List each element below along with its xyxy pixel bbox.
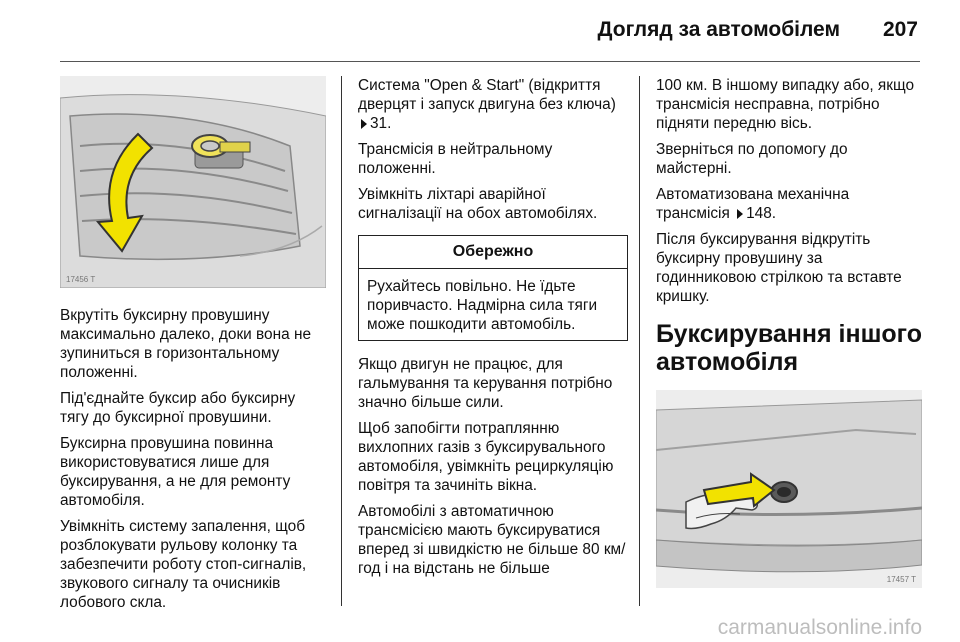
page-reference-icon: [361, 119, 367, 129]
paragraph-text: Автоматизована механічна трансмісія: [656, 186, 850, 222]
paragraph: Під'єднайте буксир або буксирну тягу до буксирної провушини.: [60, 390, 296, 426]
column-divider-2: [639, 76, 640, 606]
paragraph: Автомобілі з автоматичною трансмісією мають буксируватися вперед зі швидкістю не більше 80 км/год і на відстань не більше: [358, 503, 626, 577]
towing-eye-illustration: [60, 76, 326, 288]
towing-hand-illustration: [656, 390, 922, 588]
page-reference[interactable]: 31.: [370, 115, 392, 132]
paragraph: [656, 185, 926, 223]
column-1: [60, 76, 326, 619]
figure-code: 17457 T: [886, 575, 916, 584]
front-bumper-grille-drawing: [60, 76, 326, 288]
column-3: [656, 76, 926, 588]
paragraph: Після буксирування відкрутіть буксирну провушину за годинниковою стрілкою та вставте кришку.: [656, 231, 902, 305]
column-divider-1: [341, 76, 342, 606]
column-2: [358, 76, 628, 585]
paragraph: Увімкніть систему запалення, щоб розблокувати рульову колонку та забезпечити роботу стоп-сигналів, звукового сигналу та очисників лобового скла.: [60, 518, 307, 611]
paragraph: Вкрутіть буксирну провушину максимально далеко, доки вона не зупиниться в горизонтальному положенні.: [60, 307, 312, 381]
warning-title: Обережно: [359, 236, 627, 269]
paragraph-text: Система "Open & Start" (відкриття дверцят і запуск двигуна без ключа): [358, 77, 616, 113]
page-reference-icon: [737, 209, 743, 219]
page-reference[interactable]: 148.: [746, 205, 777, 222]
section-heading: Буксирування іншого автомобіля: [656, 320, 923, 376]
paragraph: 100 км. В іншому випадку або, якщо трансмісія несправна, потрібно підняти передню вісь.: [656, 77, 915, 132]
paragraph: [358, 76, 628, 133]
header-rule: [60, 61, 920, 62]
paragraph: Зверніться по допомогу до майстерні.: [656, 141, 848, 177]
header-title: Догляд за автомобілем: [597, 18, 840, 41]
figure-code: 17456 T: [66, 275, 96, 284]
paragraph: Увімкніть ліхтарі аварійної сигналізації на обох автомобілях.: [358, 186, 598, 222]
watermark: carmanualsonline.info: [717, 616, 922, 639]
warning-box: [358, 235, 628, 341]
paragraph: Буксирна провушина повинна використовуватися лише для буксирування, а не для ремонту автомобіля.: [60, 435, 291, 509]
rear-bumper-drawing: [656, 390, 922, 588]
paragraph: Щоб запобігти потраплянню вихлопних газів з буксирувального автомобіля, увімкніть рециркуляцію повітря та зачиніть вікна.: [358, 420, 614, 494]
paragraph: Якщо двигун не працює, для гальмування та керування потрібно значно більше сили.: [358, 356, 613, 411]
warning-text: Рухайтесь повільно. Не їдьте поривчасто. Надмірна сила тяги може пошкодити автомобіль.: [367, 278, 598, 333]
paragraph: Трансмісія в нейтральному положенні.: [358, 141, 553, 177]
page-number: 207: [882, 18, 918, 41]
